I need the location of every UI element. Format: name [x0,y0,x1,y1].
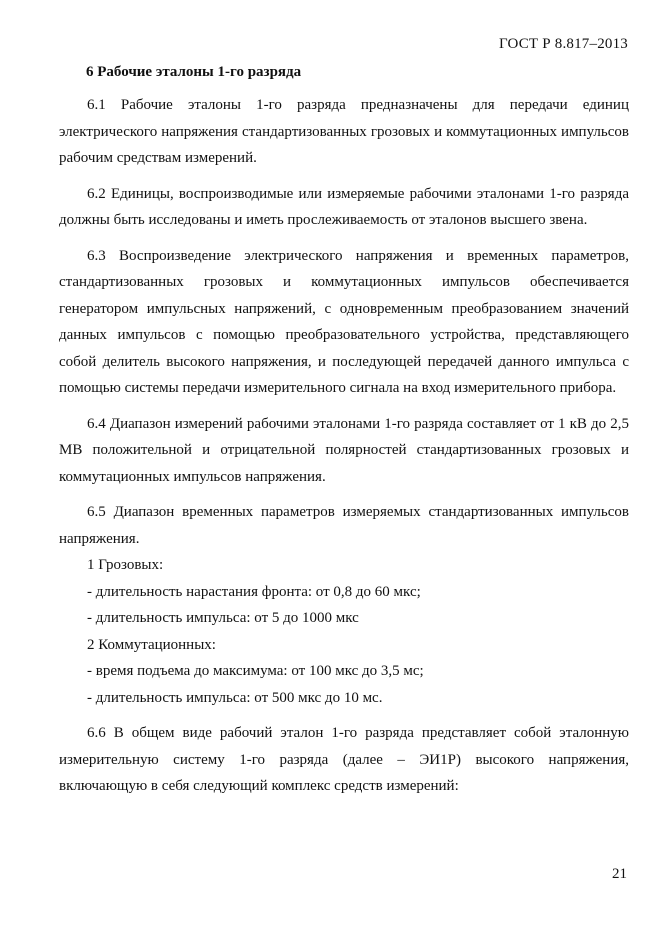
paragraph-6-3: 6.3 Воспроизведение электрического напряжения и временных параметров, стандартизованных грозовых и коммутационных импульсов обеспечивается генератором импульсных напряжений, с одновременным преобразованием значений данных импульсов с помощью преобразовательного устройства, представляющего собой делитель высокого напряжения, и последующей передачей данного импульса с помощью системы передачи измерительного сигнала на вход измерительного прибора. [59,247,629,396]
paragraph-6-2: 6.2 Единицы, воспроизводимые или измеряемые рабочими эталонами 1-го разряда должны быть исследованы и иметь прослеживаемость от эталонов высшего звена. [59,185,629,228]
paragraph-6-5: 6.5 Диапазон временных параметров измеряемых стандартизованных импульсов напряжения. [59,504,629,547]
section-body [59,92,629,800]
list-group-title: 2 Коммутационных: [87,636,216,653]
list-item: - длительность импульса: от 500 мкс до 10 мс. [87,689,383,706]
page-number: 21 [612,866,627,882]
list-item: - длительность импульса: от 5 до 1000 мкс [87,610,359,626]
paragraph-6-4: 6.4 Диапазон измерений рабочими эталонами 1-го разряда составляет от 1 кВ до 2,5 МВ положительной и отрицательной полярностей стандартизованных грозовых и коммутационных импульсов напряжения. [59,415,629,485]
section-title: 6 Рабочие эталоны 1-го разряда [86,64,302,80]
list-item: - длительность нарастания фронта: от 0,8 до 60 мкс; [87,583,421,600]
list-group-title: 1 Грозовых: [87,557,164,573]
list-item: - время подъема до максимума: от 100 мкс до 3,5 мс; [87,663,424,679]
paragraph-6-1: 6.1 Рабочие эталоны 1-го разряда предназначены для передачи единиц электрического напряжения стандартизованных грозовых и коммутационных импульсов рабочим средствам измерений. [59,97,629,166]
document-header: ГОСТ Р 8.817–2013 [499,36,628,52]
paragraph-6-6: 6.6 В общем виде рабочий эталон 1-го разряда представляет собой эталонную измерительную систему 1-го разряда (далее – ЭИ1Р) высокого напряжения, включающую в себя следующий комплекс средств измерений: [59,725,629,794]
